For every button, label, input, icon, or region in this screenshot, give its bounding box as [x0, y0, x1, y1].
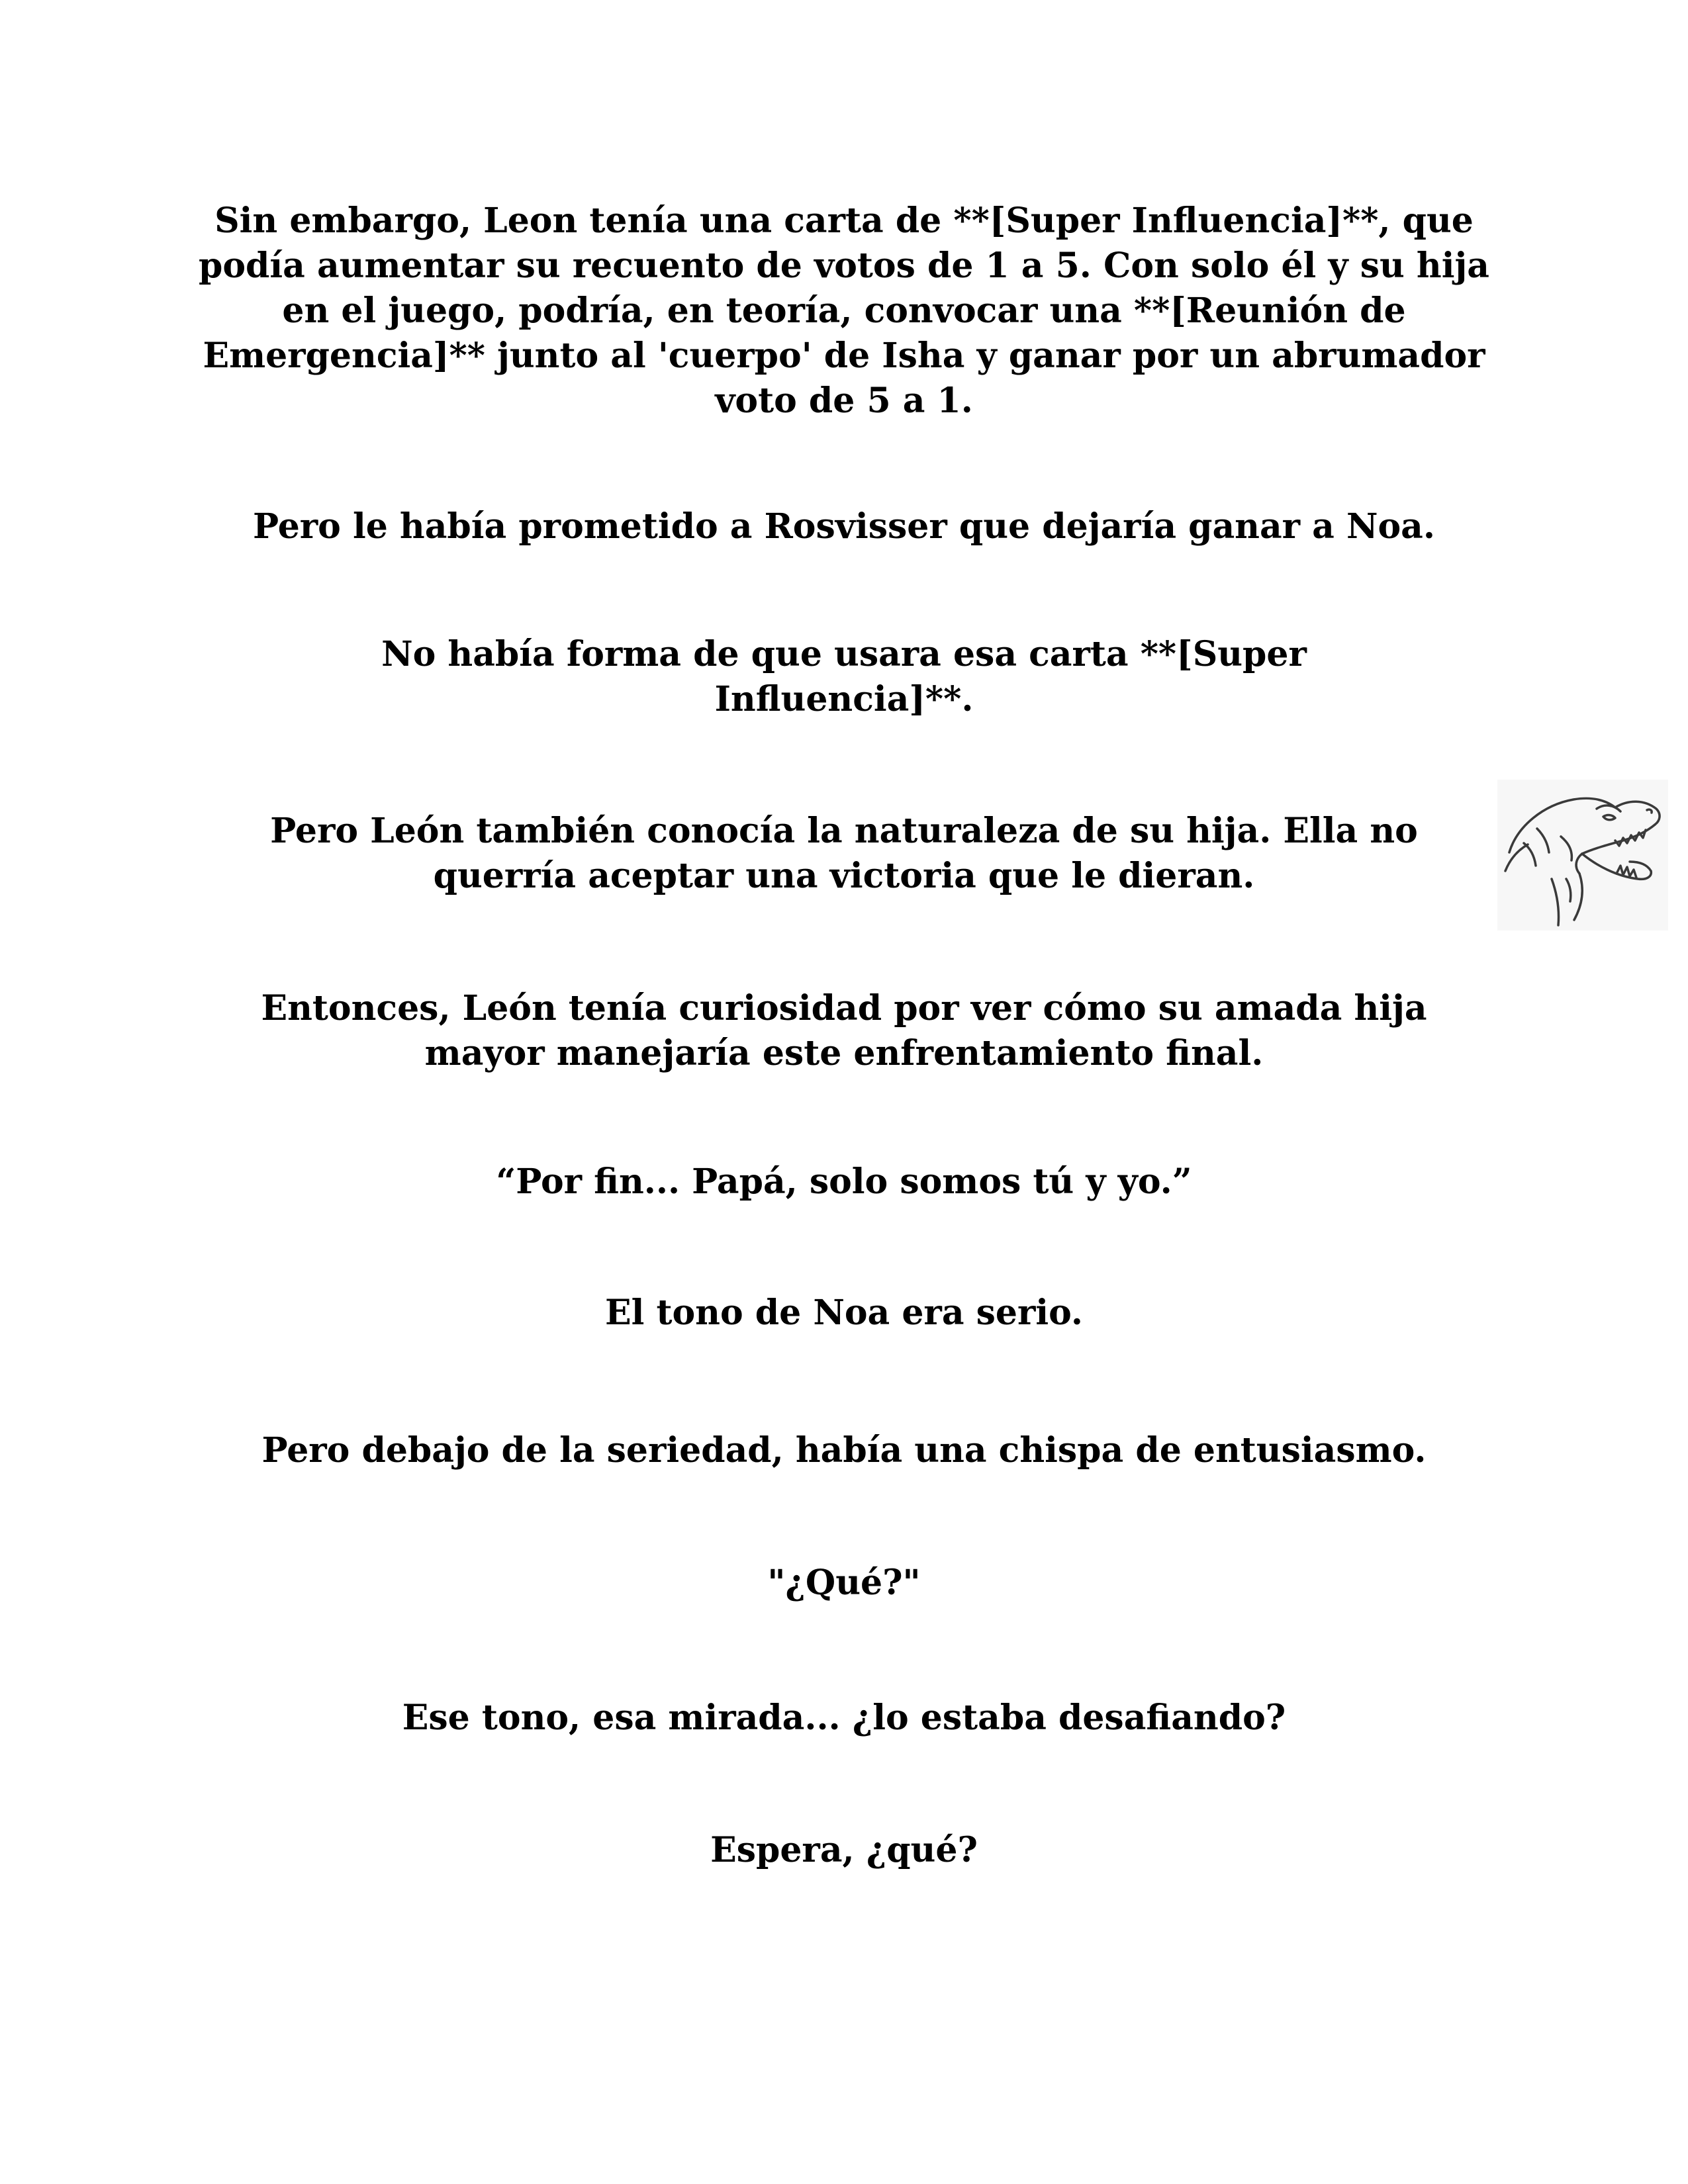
- paragraph-10: Ese tono, esa mirada... ¿lo estaba desafiando?: [402, 1698, 1286, 1738]
- paragraph-8: Pero debajo de la seriedad, había una chispa de entusiasmo.: [261, 1430, 1427, 1471]
- paragraph-4: Pero León también conocía la naturaleza de su hija. Ella no querría aceptar una victoria que le dieran.: [270, 811, 1418, 896]
- paragraph-7: El tono de Noa era serio.: [604, 1293, 1083, 1333]
- paragraph-11: Espera, ¿qué?: [710, 1830, 978, 1870]
- dinosaur-head-sketch-icon: [1497, 780, 1668, 931]
- paragraph-3: No había forma de que usara esa carta **[Super Influencia]**.: [381, 634, 1307, 719]
- paragraph-9: "¿Qué?": [767, 1563, 921, 1603]
- paragraph-6: “Por fin... Papá, solo somos tú y yo.”: [496, 1161, 1192, 1202]
- paragraph-5: Entonces, León tenía curiosidad por ver cómo su amada hija mayor manejaría este enfrentamiento final.: [261, 988, 1427, 1073]
- paragraph-2: Pero le había prometido a Rosvisser que dejaría ganar a Noa.: [253, 506, 1435, 547]
- paragraph-1: Sin embargo, Leon tenía una carta de **[Super Influencia]**, que podía aumentar su recuento de votos de 1 a 5. Con solo él y su hija en el juego, podría, en teoría, convocar una **[Reunión de Emergencia]** junto al 'cuerpo' de Isha y ganar por un abrumador voto de 5 a 1.: [199, 201, 1489, 421]
